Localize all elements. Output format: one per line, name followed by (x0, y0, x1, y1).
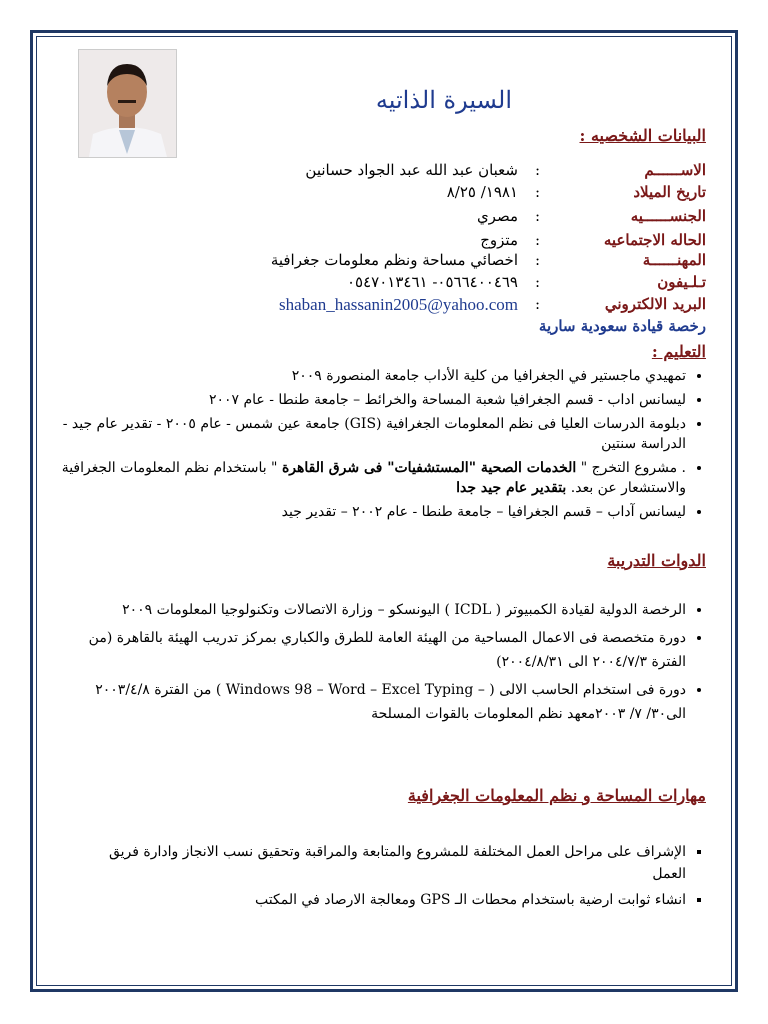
marital-status-value: متزوج (480, 231, 518, 249)
list-item: • ليسانس آداب – قسم الجغرافيا – جامعة طنطا - عام ٢٠٠٢ – تقدير جيد (56, 502, 686, 522)
training-list (86, 598, 706, 730)
project-grade: بتقدير عام جيد جدا (456, 480, 567, 496)
separator: : (534, 231, 540, 249)
cv-page (36, 36, 732, 986)
list-item: • دبلومة الدرسات العليا فى نظم المعلومات الجغرافية (GIS) جامعة عين شمس - عام ٢٠٠٥ - تقدير عام جيد - الدراسة سنتين (56, 414, 686, 454)
list-item: • الرخصة الدولية لقيادة الكمبيوتر ( ICDL ) اليونسكو – وزارة الاتصالات وتكنولوجيا المعلومات ٢٠٠٩ (86, 598, 686, 622)
marital-status-label: الحاله الاجتماعيه (603, 231, 706, 249)
profession-row (66, 251, 706, 273)
cv-title: السيرة الذاتيه (375, 86, 512, 114)
separator: : (534, 207, 540, 225)
separator: : (534, 161, 540, 179)
separator: : (534, 251, 540, 269)
email-link[interactable]: shaban_hassanin2005@yahoo.com (279, 295, 518, 314)
separator: : (534, 273, 540, 291)
training-heading: الدوات التدريبة (607, 551, 706, 570)
skills-heading: مهارات المساحة و نظم المعلومات الجغرافية (407, 786, 706, 805)
profession-value: اخصائي مساحة ونظم معلومات جغرافية (270, 251, 518, 269)
birthdate-row (66, 183, 706, 205)
nationality-value: مصري (476, 207, 518, 225)
list-item: • دورة متخصصة فى الاعمال المساحية من الهيئة العامة للطرق والكباري بمركز تدريب الهيئة بالقاهرة (من الفترة ٢٠٠٤/٧/٣ الى ٢٠٠٤/٨/٣١) (86, 626, 686, 674)
phone-label: تـلـيفون (657, 273, 706, 291)
phone-row (66, 273, 706, 295)
email-label: البريد الالكتروني (604, 295, 706, 313)
name-row (66, 161, 706, 183)
list-item: • دورة فى استخدام الحاسب الالى ( – Windows 98 – Word – Excel Typing ) من الفترة ٢٠٠٣/٤/٨ الى٣٠/ ٧/ ٢٠٠٣معهد نظم المعلومات بالقوات المسلحة (86, 678, 686, 726)
birthdate-label: تاريخ الميلاد (633, 183, 706, 201)
separator: : (534, 295, 540, 313)
list-item: ▪ الإشراف على مراحل العمل المختلفة للمشروع والمتابعة والمراقبة وتحقيق نسب الانجاز وادارة فريق العمل (86, 841, 686, 885)
driving-license: رخصة قيادة سعودية سارية (538, 317, 706, 335)
separator: : (534, 183, 540, 201)
education-list (56, 366, 706, 526)
phone-value: ٠٥٦٦٤٠٠٤٦٩- ٠٥٤٧٠١٣٤٦١ (347, 273, 518, 291)
email-row (66, 295, 706, 317)
nationality-label: الجنســــــيه (630, 207, 706, 225)
birthdate-value: ١٩٨١/ ٨/٢٥ (446, 183, 518, 201)
nationality-row (66, 207, 706, 229)
education-heading: التعليم : (651, 342, 706, 361)
name-label: الاســــــم (644, 161, 706, 179)
personal-info-heading: البيانات الشخصيه : (579, 126, 706, 145)
name-value: شعبان عبد الله عبد الجواد حسانين (305, 161, 518, 179)
project-title: الخدمات الصحية "المستشفيات" فى شرق القاهرة (281, 460, 577, 476)
list-item: ▪ انشاء ثوابت ارضية باستخدام محطات الـ GPS ومعالجة الارصاد في المكتب (86, 889, 686, 911)
marital-status-row (66, 231, 706, 253)
list-item: • تمهيدي ماجستير في الجغرافيا من كلية الأداب جامعة المنصورة ٢٠٠٩ (56, 366, 686, 386)
skills-list (86, 841, 706, 915)
profession-label: المهنــــــة (642, 251, 706, 269)
list-item: • . مشروع التخرج " الخدمات الصحية "المستشفيات" فى شرق القاهرة " باستخدام نظم المعلومات الجغرافية والاستشعار عن بعد. بتقدير عام جيد جدا (56, 458, 686, 498)
list-item: • ليسانس اداب - قسم الجغرافيا شعبة المساحة والخرائط – جامعة طنطا - عام ٢٠٠٧ (56, 390, 686, 410)
